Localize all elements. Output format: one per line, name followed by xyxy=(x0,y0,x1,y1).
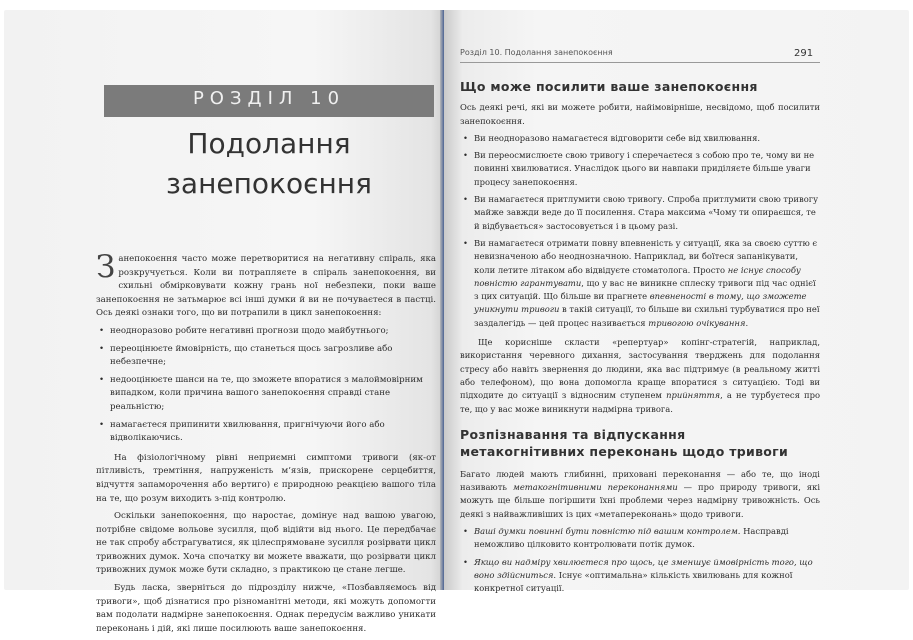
meta-beliefs-list xyxy=(460,525,820,595)
list-item: • Ви намагаєтеся притлумити свою тривогу. Спроба притлумити свою тривогу майже завжди веде до її посилення. Стара максима «Чому ти опираєшся, те й відбувається» застосовується і в цьому разі. xyxy=(463,194,819,231)
list-item: • намагаєтеся припинити хвилювання, пригнічуючи його або відволікаючись. xyxy=(99,419,385,444)
intro-paragraph xyxy=(96,249,436,321)
chapter-title xyxy=(104,124,434,204)
running-head: Розділ 10. Подолання занепокоєння xyxy=(460,48,613,57)
section-heading-2 xyxy=(460,426,820,460)
bullet-icon: • xyxy=(99,343,105,354)
bullet-icon: • xyxy=(463,556,468,567)
bullet-icon: • xyxy=(463,194,468,205)
paragraph: Багато людей мають глибинні, приховані переконання — або те, що іноді називають метакогнітивними переконаннями — про природу тривоги, які можуть ще більше погіршити їхні проблеми через надмірну тривожність. Ось деякі з найважливіших із цих «метапереконань» щодо тривоги. xyxy=(460,468,820,519)
paragraph: Оскільки занепокоєння, що наростає, домінує над вашою увагою, потрібне свідоме вольове зусилля, щоб відійти від нього. Це передбачає не так спробу абстрагуватися, як цілеспрямоване зусилля розірвати цикл тривожних думок. Хоча спочатку ви можете вважати, що розірвати цикл тривожних думок може бути складно, з практикою це стане легше. xyxy=(96,511,436,576)
section-heading-2-line1: Розпізнавання та відпускання xyxy=(460,426,686,442)
anxiety-signs-list xyxy=(96,325,436,446)
list-item: • недооцінюєте шанси на те, що зможете впоратися з малоймовірним випадком, коли причина вашого занепокоєння справді стане реальністю; xyxy=(99,374,423,412)
list-item: • неодноразово робите негативні прогнози щодо майбутнього; xyxy=(96,325,436,339)
bullet-icon: • xyxy=(99,325,105,336)
page-number: 291 xyxy=(794,48,814,59)
bullet-icon: • xyxy=(99,419,105,430)
list-item: • переоцінюєте ймовірність, що станеться щось загрозливе або небезпечне; xyxy=(99,343,393,368)
bullet-icon: • xyxy=(463,526,468,537)
list-item: • Якщо ви надміру хвилюєтеся про щось, це зменшує ймовірність того, що воно здійсниться. Існує «оптимальна» кількість хвилювань для кожної конкретної ситуації. xyxy=(463,556,813,594)
chapter-banner xyxy=(104,85,434,117)
chapter-label: РОЗДІЛ 10 xyxy=(192,88,346,109)
right-page xyxy=(444,10,909,594)
bullet-icon: • xyxy=(463,132,468,143)
section-heading-2-line2: метакогнітивних переконань щодо тривоги xyxy=(460,443,789,459)
list-item: • Ваші думки повинні бути повністю під вашим контролем. Насправді неможливо цілковито контролювати потік думок. xyxy=(463,526,789,550)
list-item: • Ви переосмислюєте свою тривогу і сперечаєтеся з собою про те, чому ви не повинні хвилюватися. Унаслідок цього ви навпаки приділяєте більше уваги процесу занепокоєння. xyxy=(463,150,815,187)
worry-amplifiers-list xyxy=(460,132,820,330)
bullet-icon: • xyxy=(463,237,468,248)
paragraph: Ще корисніше скласти «репертуар» копінг-стратегій, наприклад, використання черевного дихання, застосування тверджень для подолання стресу або навіть звернення до людини, яка вас підтримує (в реальному житті або телефоном), що вона допомогла краще впоратися з ситуацією. Тоді ви підходите до ситуації з відносним ступенем прийняття, а не турбуєтеся про те, що у вас може виникнути надмірна тривога. xyxy=(460,337,820,414)
chapter-title-line2: занепокоєння xyxy=(166,167,372,200)
chapter-title-line1: Подолання xyxy=(187,127,351,160)
intro-text: анепокоєння часто може перетворитися на негативну спіраль, яка розкручується. Коли ви потрапляєте в спіраль занепокоєння, ви схильні обмірковувати кожну грань ної небезпеки, поки ваше занепокоєння не затьмарює всі інші думки й ви не почуваєтеся в пастці. Ось деякі ознаки того, що ви потрапили в цикл занепокоєння: xyxy=(96,254,436,319)
drop-cap: З xyxy=(96,249,116,285)
paragraph: Будь ласка, зверніться до підрозділу нижче, «Позбавляємось від тривоги», щоб дізнатися про різноманітні методи, які можуть допомогти вам подолати надмірне занепокоєння. Однак передусім важливо уникати переконань і дій, які лише посилюють ваше занепокоєння. xyxy=(96,583,436,634)
right-page-body xyxy=(460,80,820,602)
left-page xyxy=(4,10,444,634)
open-book xyxy=(4,10,909,634)
intro-paragraph: Ось деякі речі, які ви можете робити, найімовірніше, несвідомо, щоб посилити занепокоєння. xyxy=(460,102,820,126)
left-page-body xyxy=(96,249,436,640)
paragraph: На фізіологічному рівні неприємні симптоми тривоги (як-от пітливість, тремтіння, напруженість м’язів, прискорене серцебиття, відчуття запаморочення або вертиго) є природною реакцією вашого тіла на те, що розум виходить з-під контролю. xyxy=(96,452,436,504)
section-heading: Що може посилити ваше занепокоєння xyxy=(460,79,758,94)
bullet-icon: • xyxy=(463,150,468,161)
header-rule xyxy=(460,62,820,63)
bullet-icon: • xyxy=(99,374,105,385)
list-item: • Ви неодноразово намагаєтеся відговорити себе від хвилювання. xyxy=(460,132,820,145)
list-item: • Ви намагаєтеся отримати повну впевненість у ситуації, яка за своєю суттю є невизначеною або неоднозначною. Наприклад, ви боїтеся запанікувати, коли летите літаком або відвідуєте стоматолога. Просто не існує способу повністю гарантувати, що у вас не виникне сплеску тривоги під час однієї з цих ситуацій. Що більше ви прагнете впевненості в тому, що зможете уникнути тривоги в такій ситуації, то більше ви схильні турбуватися про неї заздалегідь — цей процес називається тривогою очікування. xyxy=(463,237,820,328)
